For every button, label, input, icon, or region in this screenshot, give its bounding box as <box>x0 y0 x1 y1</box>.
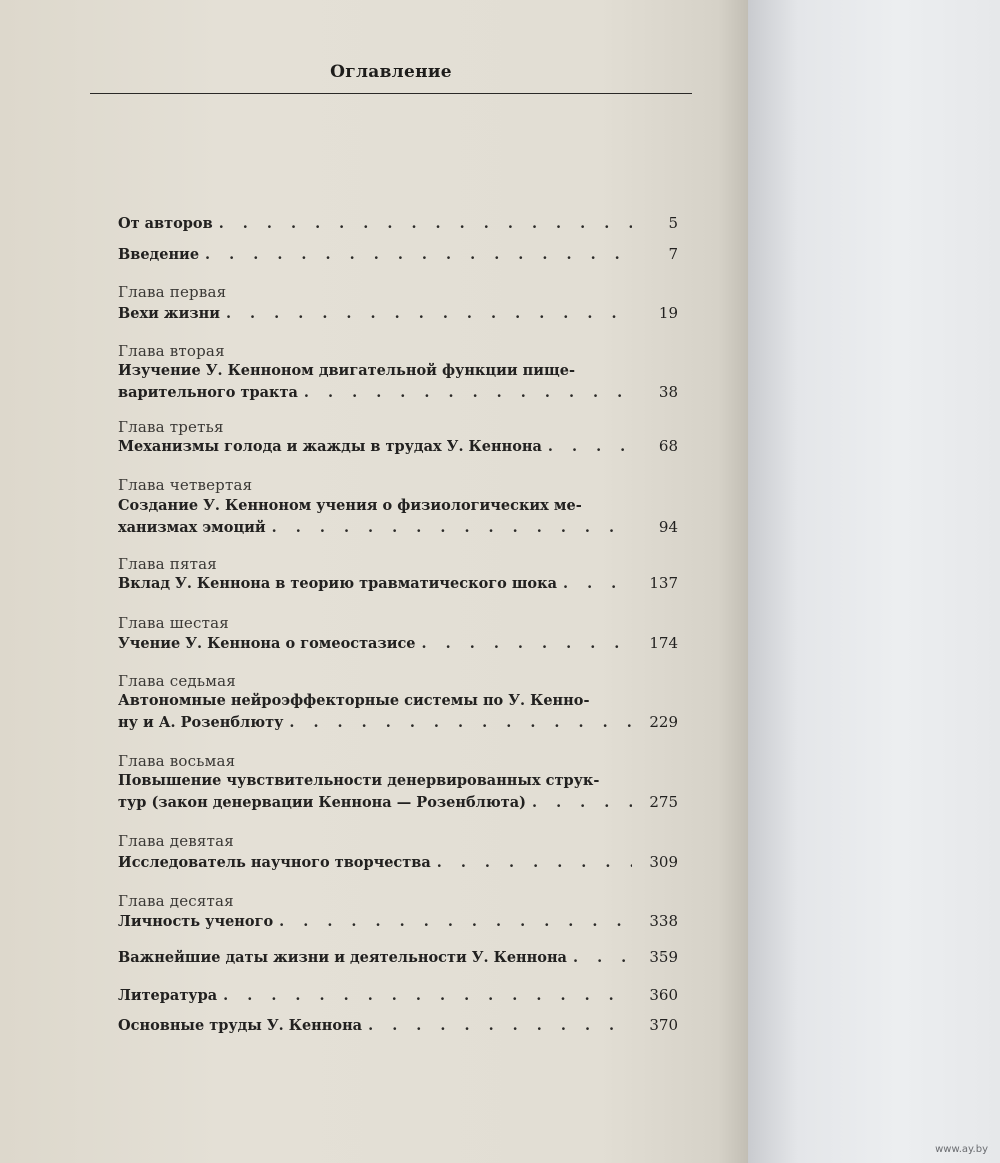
page-number: 309 <box>649 853 678 871</box>
chapter-label: Глава пятая <box>118 555 217 573</box>
entry-title: Вехи жизни <box>118 305 220 322</box>
page-number: 137 <box>649 574 678 592</box>
toc-entry <box>118 986 678 1007</box>
toc-entry <box>118 692 678 734</box>
entry-title: Создание У. Кенноном учения о физиологических ме- <box>118 497 582 514</box>
toc-entry-line <box>118 772 678 793</box>
dot-leader <box>226 305 632 322</box>
entry-title: Механизмы голода и жажды в трудах У. Кеннона <box>118 438 542 455</box>
entry-title: Личность ученого <box>118 913 274 930</box>
page-number: 19 <box>658 304 678 322</box>
toc-entry <box>118 853 678 874</box>
toc-entry-line <box>118 793 678 814</box>
toc-entry-line <box>118 383 678 404</box>
toc-entry <box>118 437 678 458</box>
entry-title: Введение <box>118 246 200 263</box>
toc-entry-line <box>118 245 678 266</box>
toc-entry <box>118 912 678 933</box>
dot-leader <box>437 854 632 871</box>
dot-leader <box>205 246 632 263</box>
toc-entry-line <box>118 214 678 235</box>
page-number: 360 <box>649 986 678 1004</box>
page-number: 338 <box>649 912 678 930</box>
toc-entry-line <box>118 634 678 655</box>
toc-entry-line <box>118 518 678 539</box>
toc-entry <box>118 362 678 404</box>
toc-entry-line <box>118 437 678 458</box>
toc-entry-line <box>118 912 678 933</box>
page-number: 359 <box>649 948 678 966</box>
toc-entry-line <box>118 986 678 1007</box>
toc-entry <box>118 772 678 814</box>
page-number: 275 <box>649 793 678 811</box>
toc-title: Оглавление <box>330 62 452 82</box>
toc-entry <box>118 634 678 655</box>
dot-leader <box>532 794 632 811</box>
entry-title: Важнейшие даты жизни и деятельности У. Кеннона <box>118 949 567 966</box>
toc-entry <box>118 304 678 325</box>
entry-title: Учение У. Кеннона о гомеостазисе <box>118 635 416 652</box>
dot-leader <box>279 913 632 930</box>
entry-title: тур (закон денервации Кеннона — Розенблюта) <box>118 794 526 811</box>
chapter-label: Глава восьмая <box>118 752 236 770</box>
chapter-label: Глава девятая <box>118 832 234 850</box>
dot-leader <box>368 1017 632 1034</box>
toc-entry <box>118 1016 678 1037</box>
page-number: 174 <box>649 634 678 652</box>
dot-leader <box>563 575 632 592</box>
entry-title: Литература <box>118 987 218 1004</box>
dot-leader <box>422 635 632 652</box>
page-number: 229 <box>649 713 678 731</box>
chapter-label: Глава вторая <box>118 342 225 360</box>
entry-title: ну и А. Розенблюту <box>118 714 284 731</box>
toc-entry-line <box>118 713 678 734</box>
chapter-label: Глава четвертая <box>118 476 253 494</box>
toc-entry <box>118 245 678 266</box>
adjacent-page <box>748 0 1000 1163</box>
page-number: 68 <box>658 437 678 455</box>
entry-title: Основные труды У. Кеннона <box>118 1017 363 1034</box>
dot-leader <box>223 987 632 1004</box>
page-number: 7 <box>668 245 678 263</box>
dot-leader <box>304 384 632 401</box>
chapter-label: Глава первая <box>118 283 227 301</box>
entry-title: Вклад У. Кеннона в теорию травматического шока <box>118 575 557 592</box>
page-number: 370 <box>649 1016 678 1034</box>
watermark: www.ay.by <box>935 1144 988 1155</box>
dot-leader <box>548 438 632 455</box>
entry-title: Автономные нейроэффекторные системы по У. Кенно- <box>118 692 590 709</box>
toc-entry-line <box>118 497 678 518</box>
entry-title: От авторов <box>118 215 213 232</box>
toc-entry-line <box>118 304 678 325</box>
entry-title: Изучение У. Кенноном двигательной функции пище- <box>118 362 575 379</box>
toc-entry <box>118 214 678 235</box>
toc-entry <box>118 497 678 539</box>
title-rule <box>90 93 692 94</box>
chapter-label: Глава третья <box>118 418 224 436</box>
dot-leader <box>219 215 632 232</box>
dot-leader <box>573 949 632 966</box>
entry-title: Исследователь научного творчества <box>118 854 431 871</box>
chapter-label: Глава шестая <box>118 614 229 632</box>
entry-title: варительного тракта <box>118 384 298 401</box>
toc-entry-line <box>118 574 678 595</box>
page-number: 94 <box>658 518 678 536</box>
page-number: 5 <box>668 214 678 232</box>
chapter-label: Глава седьмая <box>118 672 236 690</box>
toc-entry-line <box>118 692 678 713</box>
toc-entry-line <box>118 948 678 969</box>
toc-entry-line <box>118 362 678 383</box>
toc-entry <box>118 574 678 595</box>
page-number: 38 <box>658 383 678 401</box>
toc-entry <box>118 948 678 969</box>
dot-leader <box>289 714 632 731</box>
toc-entry-line <box>118 853 678 874</box>
dot-leader <box>272 519 632 536</box>
entry-title: Повышение чувствительности денервированных струк- <box>118 772 600 789</box>
entry-title: ханизмах эмоций <box>118 519 266 536</box>
toc-entry-line <box>118 1016 678 1037</box>
chapter-label: Глава десятая <box>118 892 234 910</box>
